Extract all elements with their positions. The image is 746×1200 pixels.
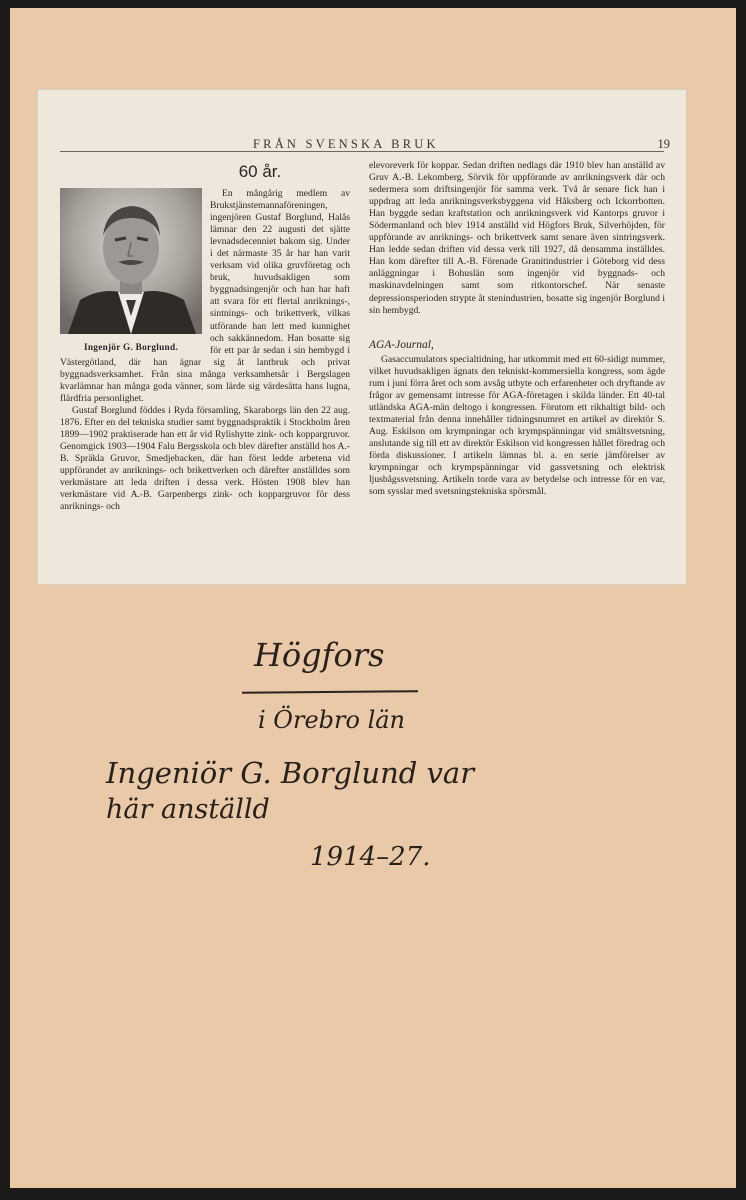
- portrait-photo: [60, 188, 202, 334]
- newspaper-clipping: [38, 90, 686, 584]
- page-header: [38, 137, 686, 151]
- header-title: FRÅN SVENSKA BRUK: [253, 137, 439, 151]
- aga-journal-paragraph: Gasaccumulators specialtidning, har utkommit med ett 60-sidigt nummer, vilket huvudsakligen ägnats den tekniskt-kommersiella kongress, som ägde rum i juni förra året och som avsåg utbyte och erfarenheter och dryftande av frågor av gemensamt intresse för AGA-företagen i skilda länder. Ett 40-tal utländska AGA-män deltogo i kongressen. Förutom ett rikhaltigt bild- och textmaterial från denna innehåller tidningsnumret en artikel av direktör S. Aug. Eskilson om krympningar och krympspänningar vid smältsvetsning, anslutande sig till ett av direktör Eskilson vid kongressen hållet föredrag och förda diskussioner. I artikeln lämnas bl. a. en serie jämförelser av krympningar och krympspänningar vid gassvetsning och elektrisk ljusbågssvetsning. Artikeln torde vara av betydelse och intresse för en var, som sysslar med svetsningstekniska spörsmål.: [369, 353, 665, 498]
- handwritten-years: 1914–27.: [310, 842, 431, 872]
- photo-caption: Ingenjör G. Borglund.: [84, 342, 178, 352]
- handwritten-county: i Örebro län: [258, 706, 406, 734]
- handwritten-note-line1: Ingeniör G. Borglund var: [106, 756, 475, 790]
- portrait-illustration: [60, 188, 202, 334]
- archive-sheet: [10, 8, 736, 1188]
- article-paragraph-1: En mångårig medlem av Brukstjänstemannaföreningen, ingenjören Gustaf Borglund, Halås lämnar den 22 augusti det sjätte levnadsdecenniet bakom sig. Under i det närmaste 35 år har han varit verksam vid olika gruvföretag och bruk, huvudsakligen som byggnadsingenjör och han har haft att svara för ett flertal anriknings-, sintnings- och brikettverk, vilkas utförande han lett med kunnighet och sakkännedom. Han bosatte sig för ett par år sedan i sin hembygd i Västergötland, där han ägnar sig åt lantbruk och privat byggnadsverksamhet. Från sina många verksamhetsår i Bergslagen kvarlämnar han många goda vänner, som lärde sig värdesätta hans lugna, flärdfria personlighet.: [60, 188, 350, 404]
- handwritten-place: Högfors: [254, 636, 385, 674]
- aga-journal-title: AGA-Journal,: [369, 338, 434, 351]
- handwritten-underline: [242, 690, 418, 694]
- article-paragraph-3: elevoreverk för koppar. Sedan driften nedlags där 1910 blev han anställd av Gruv A.-B. Lekomberg, Sörvik för uppförande av anrikningsverk där och sedermera som driftsingenjör för samma verk. Två år senare fick han i uppdrag att leda anrikningsverksbyggena vid Håksberg och Ickorrbotten. Han byggde sedan kraftstation och anrikningsverk vid Kantorps gruvor i Södermanland och blev 1914 anställd vid Högfors Bruk, Silverhöjden, för uppförande av anriknings- och brikettverk samt senare även sintringsverk. Han ledde sedan driften vid dessa verk till 1927, då densamma inställdes. Han kom därefter till A.-B. Förenade Granitindustrier i Göteborg vid dess anläggningar i Bohuslän som ingenjör vid byggnads- och maskinavdelningen samt som ritkontorschef. När senaste depressionsperioden strypte åt stenindustrien, bosatte sig ingenjör Borglund i sin hembygd.: [369, 160, 665, 316]
- portrait-block: [60, 188, 202, 353]
- article-left-column: [60, 160, 350, 513]
- page-number: 19: [657, 137, 670, 151]
- handwritten-note-line2: här anställd: [106, 794, 270, 825]
- header-rule: [60, 151, 664, 152]
- article-right-column: [369, 160, 665, 498]
- article-paragraph-2: Gustaf Borglund föddes i Ryda församling, Skaraborgs län den 22 aug. 1876. Efter en del tekniska studier samt byggnadspraktik i Stockholm åren 1899—1902 praktiserade han ett år vid Rylishytte zink- och koppargruvor. Genomgick 1903—1904 Falu Bergsskola och blev därefter anställd hos A.-B. Spräkla Gruvor, Smedjebacken, där han först ledde arbetena vid uppförandet av anriknings- och brikettverken och därefter anställdes som verkmästare att leda driften i dessa verk. Hösten 1908 blev han verkmästare vid A.-B. Garpenbergs zink- och koppargruvor för dess anriknings- och: [60, 404, 350, 513]
- article-headline: 60 år.: [238, 162, 282, 181]
